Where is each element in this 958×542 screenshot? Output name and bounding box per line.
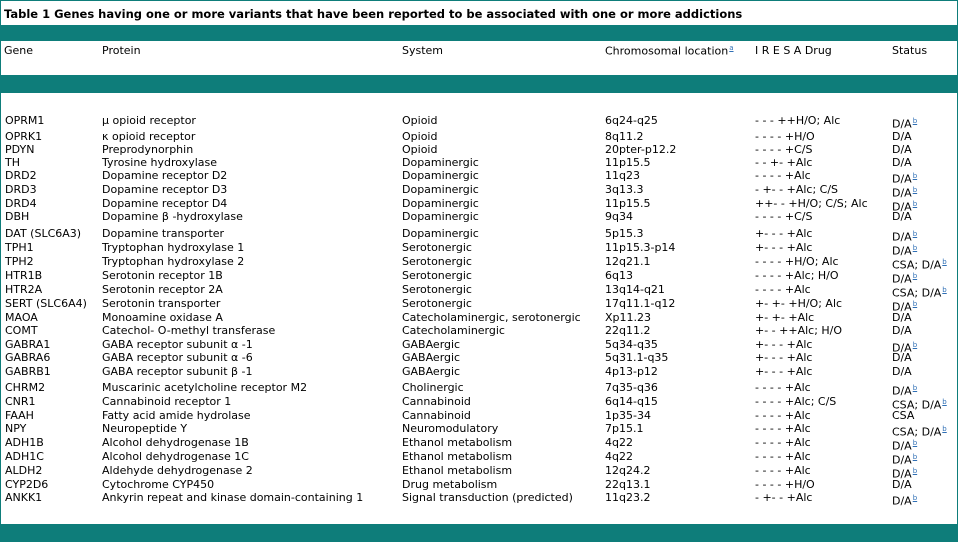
gene-cell: MAOA — [5, 311, 38, 324]
gene-cell: ADH1C — [5, 450, 44, 463]
footnote-link[interactable]: b — [912, 244, 918, 252]
gene-cell: CHRM2 — [5, 381, 46, 394]
gene-cell: GABRA6 — [5, 351, 51, 364]
table-row — [1, 297, 957, 314]
status-text: D/A — [892, 117, 912, 131]
status-text: D/A — [892, 341, 912, 355]
table-row — [1, 422, 957, 439]
gene-cell: PDYN — [5, 143, 35, 156]
system-cell: Neuromodulatory — [402, 422, 499, 435]
codes-drug-cell: - - - - +H/O — [755, 478, 815, 491]
protein-cell: Tryptophan hydroxylase 2 — [102, 255, 245, 268]
gene-cell: HTR2A — [5, 283, 43, 296]
system-cell: Opioid — [402, 143, 438, 156]
system-cell: Catecholaminergic, serotonergic — [402, 311, 581, 324]
status-cell — [892, 410, 914, 422]
table-row — [1, 450, 957, 467]
location-cell: 5q34-q35 — [605, 338, 658, 351]
status-text: D/A — [892, 172, 912, 186]
codes-drug-cell: +- - - +Alc — [755, 241, 813, 254]
table-row — [1, 464, 957, 481]
status-text: CSA — [892, 409, 915, 422]
location-cell: 12q24.2 — [605, 464, 651, 477]
system-cell: Ethanol metabolism — [402, 436, 513, 449]
status-text: D/A — [892, 467, 912, 481]
table-row — [1, 241, 957, 258]
system-cell: Dopaminergic — [402, 227, 479, 240]
codes-drug-cell: - - - - +Alc; H/O — [755, 269, 839, 282]
system-cell: Signal transduction (predicted) — [402, 491, 573, 504]
protein-cell: Serotonin receptor 2A — [102, 283, 223, 296]
protein-cell: Dopamine receptor D4 — [102, 197, 228, 210]
gene-cell: HTR1B — [5, 269, 43, 282]
status-text: CSA; D/A — [892, 258, 942, 272]
system-cell: Opioid — [402, 114, 438, 127]
location-cell: 20pter-p12.2 — [605, 143, 677, 156]
footnote-link[interactable]: b — [942, 398, 947, 406]
protein-cell: Aldehyde dehydrogenase 2 — [102, 464, 253, 477]
status-cell — [892, 479, 912, 491]
protein-cell: Alcohol dehydrogenase 1C — [102, 450, 249, 463]
gene-cell: CNR1 — [5, 395, 36, 408]
location-cell: 8q11.2 — [605, 130, 644, 143]
table-row — [1, 352, 957, 364]
table-title: Table 1 Genes having one or more variants that have been reported to be associated with one or more addictions — [4, 7, 743, 21]
system-cell: GABAergic — [402, 338, 461, 351]
system-cell: Dopaminergic — [402, 183, 479, 196]
protein-cell: Dopamine receptor D3 — [102, 183, 228, 196]
location-cell: 5q31.1-q35 — [605, 351, 669, 364]
table-row — [1, 211, 957, 223]
status-text: CSA; D/A — [892, 425, 942, 439]
status-text: D/A — [892, 130, 912, 143]
protein-cell: GABA receptor subunit β -1 — [102, 365, 253, 378]
table-row — [1, 183, 957, 200]
system-cell: Serotonergic — [402, 241, 472, 254]
location-cell: 1p35-34 — [605, 409, 651, 422]
system-cell: Opioid — [402, 130, 438, 143]
table-row — [1, 491, 957, 508]
gene-cell: DBH — [5, 210, 30, 223]
gene-cell: TPH2 — [5, 255, 34, 268]
protein-cell: Preprodynorphin — [102, 143, 194, 156]
codes-drug-cell: - - - - +Alc — [755, 450, 811, 463]
status-text: D/A — [892, 210, 912, 223]
footnote-link[interactable]: a — [729, 44, 734, 52]
location-cell: 22q13.1 — [605, 478, 651, 491]
header-gene: Gene — [4, 44, 34, 57]
table-row — [1, 197, 957, 214]
table-row — [1, 169, 957, 186]
location-cell: 13q14-q21 — [605, 283, 665, 296]
protein-cell: Catechol- O-methyl transferase — [102, 324, 276, 337]
location-cell: 6q24-q25 — [605, 114, 658, 127]
status-text: D/A — [892, 300, 912, 314]
gene-cell: GABRA1 — [5, 338, 51, 351]
header-band-bottom — [1, 75, 957, 93]
footnote-link[interactable]: b — [942, 286, 947, 294]
system-cell: Ethanol metabolism — [402, 464, 513, 477]
footnote-link[interactable]: b — [912, 494, 918, 502]
codes-drug-cell: - - - - +C/S — [755, 210, 813, 223]
system-cell: Cholinergic — [402, 381, 464, 394]
gene-cell: DRD4 — [5, 197, 37, 210]
status-text: D/A — [892, 439, 912, 453]
codes-drug-cell: - - - - +Alc — [755, 464, 811, 477]
system-cell: Drug metabolism — [402, 478, 498, 491]
protein-cell: Dopamine receptor D2 — [102, 169, 228, 182]
status-text: D/A — [892, 156, 912, 169]
codes-drug-cell: - - - - +Alc — [755, 381, 811, 394]
gene-cell: SERT (SLC6A4) — [5, 297, 87, 310]
protein-cell: μ opioid receptor — [102, 114, 196, 127]
system-cell: GABAergic — [402, 365, 461, 378]
system-cell: Cannabinoid — [402, 395, 471, 408]
gene-cell: TH — [5, 156, 20, 169]
gene-cell: DRD2 — [5, 169, 37, 182]
gene-cell: CYP2D6 — [5, 478, 49, 491]
header-status: Status — [892, 44, 928, 57]
system-cell: Catecholaminergic — [402, 324, 505, 337]
protein-cell: Cytochrome CYP450 — [102, 478, 215, 491]
protein-cell: Dopamine transporter — [102, 227, 225, 240]
system-cell: Dopaminergic — [402, 169, 479, 182]
codes-drug-cell: +- +- +H/O; Alc — [755, 297, 843, 310]
status-text: D/A — [892, 478, 912, 491]
header-chromosomal-location-label: Chromosomal location — [605, 44, 729, 58]
footnote-link[interactable]: b — [912, 186, 918, 194]
protein-cell: Monoamine oxidase A — [102, 311, 223, 324]
protein-cell: Cannabinoid receptor 1 — [102, 395, 232, 408]
system-cell: Serotonergic — [402, 255, 472, 268]
system-cell: Cannabinoid — [402, 409, 471, 422]
codes-drug-cell: +- - - +Alc — [755, 227, 813, 240]
location-cell: 4q22 — [605, 436, 633, 449]
protein-cell: Dopamine β -hydroxylase — [102, 210, 243, 223]
status-cell — [892, 115, 917, 131]
location-cell: 17q11.1-q12 — [605, 297, 676, 310]
location-cell: 4q22 — [605, 450, 633, 463]
location-cell: 11p15.5 — [605, 197, 651, 210]
location-cell: 11p15.3-p14 — [605, 241, 676, 254]
location-cell: 9q34 — [605, 210, 633, 223]
system-cell: Dopaminergic — [402, 156, 479, 169]
table-row — [1, 436, 957, 453]
status-cell — [892, 492, 917, 508]
status-text: CSA; D/A — [892, 398, 942, 412]
footnote-link[interactable]: b — [912, 272, 918, 280]
footnote-link[interactable]: b — [912, 467, 918, 475]
codes-drug-cell: ++- - +H/O; C/S; Alc — [755, 197, 868, 210]
protein-cell: Serotonin transporter — [102, 297, 221, 310]
status-cell — [892, 131, 912, 143]
footnote-link[interactable]: b — [912, 341, 918, 349]
gene-cell: DRD3 — [5, 183, 37, 196]
table-row — [1, 131, 957, 143]
status-cell — [892, 312, 912, 324]
location-cell: 7q35-q36 — [605, 381, 658, 394]
gene-cell: ADH1B — [5, 436, 44, 449]
footnote-link[interactable]: b — [942, 425, 947, 433]
table-row — [1, 338, 957, 355]
codes-drug-cell: - - - - +Alc — [755, 409, 811, 422]
gene-cell: ALDH2 — [5, 464, 43, 477]
location-cell: 11q23 — [605, 169, 640, 182]
status-cell — [892, 325, 912, 337]
table-row — [1, 283, 957, 300]
system-cell: Serotonergic — [402, 269, 472, 282]
status-text: D/A — [892, 230, 912, 244]
protein-cell: Tyrosine hydroxylase — [102, 156, 218, 169]
system-cell: Ethanol metabolism — [402, 450, 513, 463]
footnote-link[interactable]: b — [912, 439, 918, 447]
system-cell: GABAergic — [402, 351, 461, 364]
location-cell: 4p13-p12 — [605, 365, 658, 378]
gene-cell: OPRK1 — [5, 130, 43, 143]
table-row — [1, 114, 957, 131]
table-row — [1, 325, 957, 337]
status-text: D/A — [892, 494, 912, 508]
codes-drug-cell: - - - - +Alc — [755, 169, 811, 182]
status-cell — [892, 144, 912, 156]
header-protein: Protein — [102, 44, 141, 57]
table-row — [1, 410, 957, 422]
codes-drug-cell: - - - - +Alc — [755, 283, 811, 296]
location-cell: 5p15.3 — [605, 227, 644, 240]
location-cell: 6q13 — [605, 269, 633, 282]
location-cell: 11p15.5 — [605, 156, 651, 169]
protein-cell: Neuropeptide Y — [102, 422, 188, 435]
location-cell: 6q14-q15 — [605, 395, 658, 408]
status-cell — [892, 211, 912, 223]
codes-drug-cell: +- - - +Alc — [755, 351, 813, 364]
protein-cell: κ opioid receptor — [102, 130, 196, 143]
table-row — [1, 227, 957, 244]
status-text: D/A — [892, 365, 912, 378]
codes-drug-cell: - - - - +H/O; Alc — [755, 255, 839, 268]
header-chromosomal-location — [605, 44, 734, 58]
system-cell: Dopaminergic — [402, 210, 479, 223]
status-cell — [892, 157, 912, 169]
codes-drug-cell: - - - - +Alc — [755, 436, 811, 449]
protein-cell: Tryptophan hydroxylase 1 — [102, 241, 245, 254]
table-header-row — [1, 44, 957, 58]
protein-cell: Serotonin receptor 1B — [102, 269, 223, 282]
system-cell: Serotonergic — [402, 297, 472, 310]
table-row — [1, 395, 957, 412]
footnote-link[interactable]: b — [942, 258, 947, 266]
status-text: D/A — [892, 272, 912, 286]
codes-drug-cell: +- +- +Alc — [755, 311, 815, 324]
protein-cell: GABA receptor subunit α -6 — [102, 351, 253, 364]
footnote-link[interactable]: b — [912, 200, 918, 208]
gene-cell: DAT (SLC6A3) — [5, 227, 82, 240]
status-text: D/A — [892, 143, 912, 156]
codes-drug-cell: - +- - +Alc; C/S — [755, 183, 839, 196]
protein-cell: Muscarinic acetylcholine receptor M2 — [102, 381, 308, 394]
protein-cell: GABA receptor subunit α -1 — [102, 338, 253, 351]
footer-band — [1, 524, 957, 541]
codes-drug-cell: - - - - +Alc; C/S — [755, 395, 837, 408]
codes-drug-cell: - +- - +Alc — [755, 491, 813, 504]
codes-drug-cell: - - +- +Alc — [755, 156, 813, 169]
location-cell: 11q23.2 — [605, 491, 651, 504]
status-text: D/A — [892, 200, 912, 214]
location-cell: 7p15.1 — [605, 422, 644, 435]
table-row — [1, 366, 957, 378]
location-cell: Xp11.23 — [605, 311, 652, 324]
codes-drug-cell: +- - - +Alc — [755, 365, 813, 378]
table-row — [1, 381, 957, 398]
gene-cell: NPY — [5, 422, 27, 435]
codes-drug-cell: - - - - +C/S — [755, 143, 813, 156]
header-codes-drug: I R E S A Drug — [755, 44, 832, 57]
status-text: D/A — [892, 384, 912, 398]
status-text: D/A — [892, 244, 912, 258]
location-cell: 12q21.1 — [605, 255, 651, 268]
protein-cell: Fatty acid amide hydrolase — [102, 409, 251, 422]
status-cell — [892, 352, 912, 364]
gene-cell: OPRM1 — [5, 114, 45, 127]
status-text: D/A — [892, 186, 912, 200]
footnote-link[interactable]: b — [912, 117, 918, 125]
gene-cell: COMT — [5, 324, 38, 337]
footnote-link[interactable]: b — [912, 230, 918, 238]
table-row — [1, 144, 957, 156]
table-row — [1, 255, 957, 272]
status-text: D/A — [892, 311, 912, 324]
status-cell — [892, 366, 912, 378]
footnote-link[interactable]: b — [912, 384, 918, 392]
table-row — [1, 312, 957, 324]
table-row — [1, 479, 957, 491]
status-text: D/A — [892, 453, 912, 467]
codes-drug-cell: +- - - +Alc — [755, 338, 813, 351]
status-text: D/A — [892, 324, 912, 337]
system-cell: Dopaminergic — [402, 197, 479, 210]
footnote-link[interactable]: b — [912, 300, 918, 308]
gene-cell: ANKK1 — [5, 491, 43, 504]
table-row — [1, 269, 957, 286]
status-text: CSA; D/A — [892, 286, 942, 300]
codes-drug-cell: +- - ++Alc; H/O — [755, 324, 843, 337]
location-cell: 3q13.3 — [605, 183, 644, 196]
footnote-link[interactable]: b — [912, 453, 918, 461]
gene-cell: FAAH — [5, 409, 34, 422]
codes-drug-cell: - - - ++H/O; Alc — [755, 114, 841, 127]
table-row — [1, 157, 957, 169]
status-text: D/A — [892, 351, 912, 364]
header-band-top — [1, 25, 957, 41]
codes-drug-cell: - - - - +H/O — [755, 130, 815, 143]
system-cell: Serotonergic — [402, 283, 472, 296]
codes-drug-cell: - - - - +Alc — [755, 422, 811, 435]
protein-cell: Alcohol dehydrogenase 1B — [102, 436, 249, 449]
protein-cell: Ankyrin repeat and kinase domain-containing 1 — [102, 491, 364, 504]
footnote-link[interactable]: b — [912, 172, 918, 180]
location-cell: 22q11.2 — [605, 324, 651, 337]
header-system: System — [402, 44, 444, 57]
gene-cell: TPH1 — [5, 241, 34, 254]
gene-cell: GABRB1 — [5, 365, 51, 378]
